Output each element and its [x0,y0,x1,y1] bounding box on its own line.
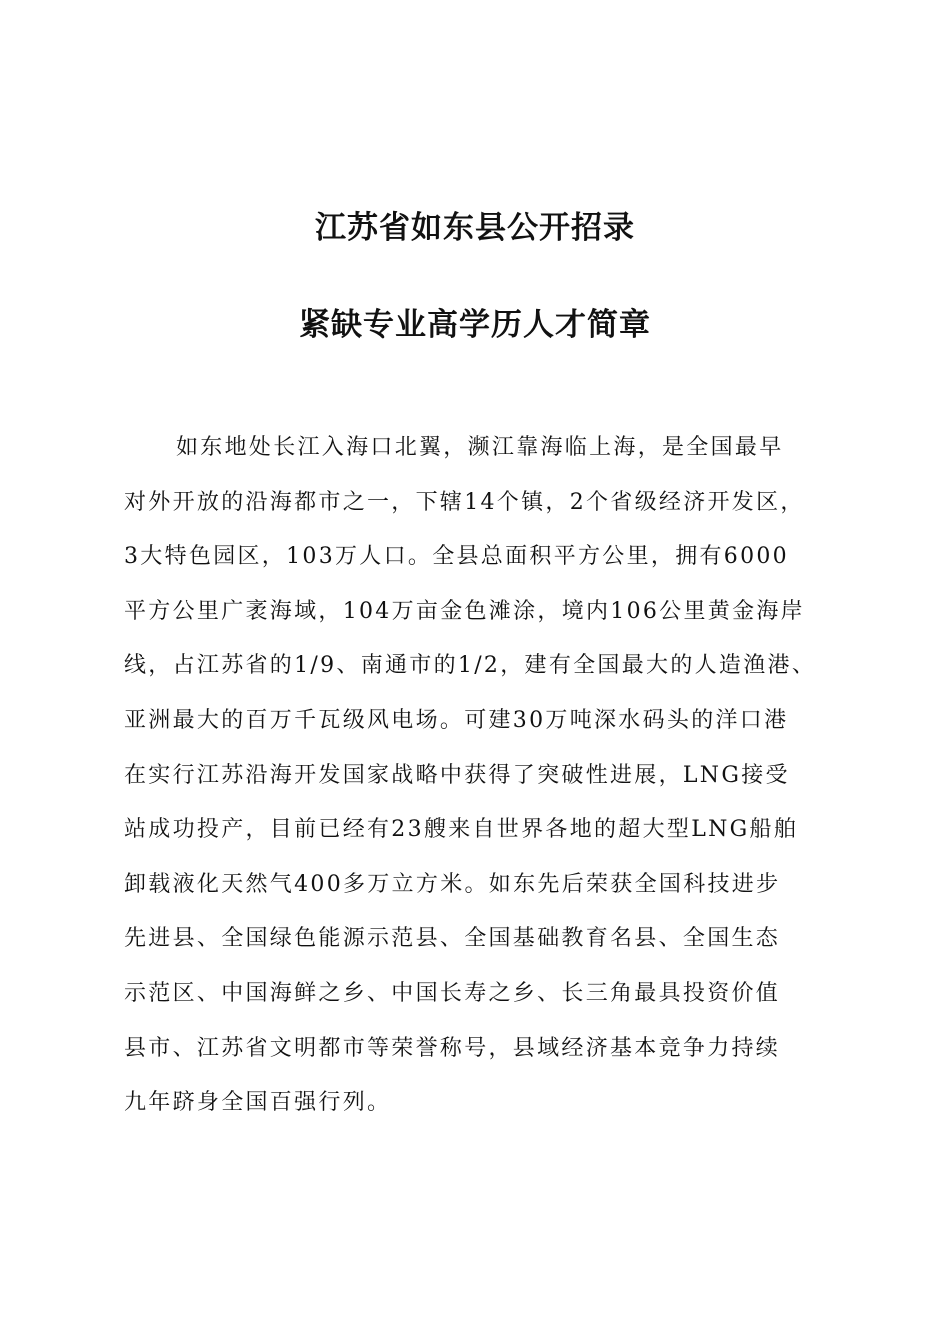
paragraph-line: 在实行江苏沿海开发国家战略中获得了突破性进展，LNG接受 [124,762,790,788]
paragraph-line: 站成功投产，目前已经有23艘来自世界各地的超大型LNG船舶 [124,817,799,843]
paragraph-line: 平方公里广袤海域，104万亩金色滩涂，境内106公里黄金海岸 [124,598,805,624]
document-title-line-2: 紧缺专业高学历人才简章 [299,307,651,343]
paragraph-line: 对外开放的沿海都市之一，下辖14个镇，2个省级经济开发区， [124,489,805,515]
paragraph-line: 3大特色园区，103万人口。全县总面积平方公里，拥有6000 [124,544,789,570]
paragraph-line: 示范区、中国海鲜之乡、中国长寿之乡、长三角最具投资价值 [124,980,781,1006]
intro-paragraph [124,425,830,1135]
paragraph-line: 卸载液化天然气400多万立方米。如东先后荣获全国科技进步 [124,871,781,897]
document-title-line-1: 江苏省如东县公开招录 [315,210,635,246]
paragraph-line: 县市、江苏省文明都市等荣誉称号，县域经济基本竞争力持续 [124,1035,781,1061]
paragraph-line: 九年跻身全国百强行列。 [124,1090,392,1116]
paragraph-line: 线，占江苏省的1/9、南通市的1/2，建有全国最大的人造渔港、 [124,653,817,679]
paragraph-line: 先进县、全国绿色能源示范县、全国基础教育名县、全国生态 [124,926,781,952]
paragraph-line: 如东地处长江入海口北翼，濒江靠海临上海，是全国最早 [176,435,784,460]
paragraph-line: 亚洲最大的百万千瓦级风电场。可建30万吨深水码头的洋口港 [124,707,789,733]
